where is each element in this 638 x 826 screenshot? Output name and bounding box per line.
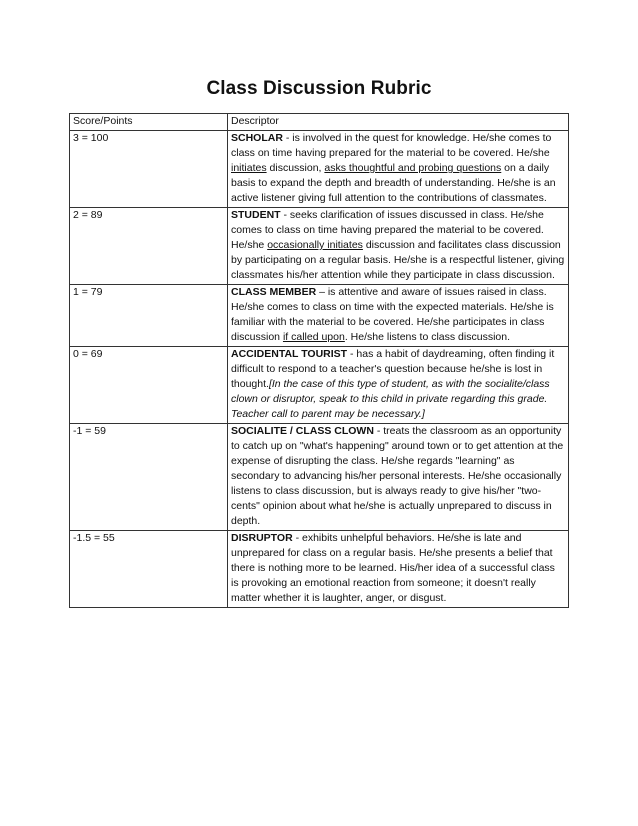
score-cell: -1 = 59 [70,424,228,531]
descriptor-cell [228,347,569,424]
score-cell: 1 = 79 [70,285,228,347]
descriptor-text: - seeks clarification of issues discussed in class. He/she comes to class on time having prepared the material to be covered. He/she [231,209,544,251]
table-row [70,208,569,285]
descriptor-text: on a daily basis to expand the depth and breadth of understanding. He/she is an active listener giving full attention to the contributions of classmates. [231,162,556,204]
header-score: Score/Points [70,114,228,131]
header-descriptor: Descriptor [228,114,569,131]
descriptor-cell [228,531,569,608]
score-cell: 0 = 69 [70,347,228,424]
score-cell: -1.5 = 55 [70,531,228,608]
descriptor-cell [228,424,569,531]
underlined-text: initiates [231,162,267,174]
level-label: SCHOLAR [231,132,283,144]
underlined-text: occasionally initiates [267,239,363,251]
descriptor-text: discussion, [266,162,325,174]
level-label: CLASS MEMBER [231,286,317,298]
table-row [70,285,569,347]
table-row [70,347,569,424]
rubric-table [69,113,569,608]
descriptor-cell [228,131,569,208]
level-label: STUDENT [231,209,281,221]
descriptor-cell [228,285,569,347]
table-row [70,531,569,608]
table-row [70,424,569,531]
score-cell: 2 = 89 [70,208,228,285]
underlined-text: asks thoughtful and probing questions [324,162,502,174]
page-title: Class Discussion Rubric [206,78,432,99]
descriptor-text: . He/she listens to class discussion. [344,331,510,343]
italic-note: [In the case of this type of student, as with the socialite/class clown or disruptor, speak to this child in private regarding this grade. Teacher call to parent may be necessary.] [231,378,550,420]
underlined-text: if called upon [282,331,345,343]
descriptor-cell [228,208,569,285]
table-header-row [70,114,569,131]
descriptor-text: discussion and facilitates class discussion by participating on a regular basis. He/she is a respectful listener, giving classmates his/her attention while they participate in class discussion. [231,239,565,281]
level-label: SOCIALITE / CLASS CLOWN [231,425,374,437]
level-label: DISRUPTOR [231,532,293,544]
score-cell: 3 = 100 [70,131,228,208]
descriptor-text: - exhibits unhelpful behaviors. He/she is late and unprepared for class on a regular basis. He/she presents a belief that there is nothing more to be learned. His/her idea of a successful class is provoking an emotional reaction from someone; it doesn't really matter whether it is laughter, anger, or disgust. [231,532,555,604]
descriptor-text: - has a habit of daydreaming, often finding it difficult to respond to a teacher's question because he/she is lost in thought. [231,348,555,390]
table-row [70,131,569,208]
descriptor-text: - treats the classroom as an opportunity to catch up on "what's happening" around town or to get attention at the expense of disrupting the class. He/she regards "learning" as secondary to advancing his/her personal interests. He/she occasionally listens to class discussion, but is always ready to give his/her "two-cents" opinion about what he/she is actually unprepared to discuss in depth. [231,425,564,527]
descriptor-text: – is attentive and aware of issues raised in class. He/she comes to class on time with the expected materials. He/she is familiar with the material to be covered. He/she participates in class discussion [231,286,554,343]
level-label: ACCIDENTAL TOURIST [231,348,348,360]
descriptor-text: - is involved in the quest for knowledge. He/she comes to class on time having prepared for the material to be covered. He/she [231,132,552,159]
